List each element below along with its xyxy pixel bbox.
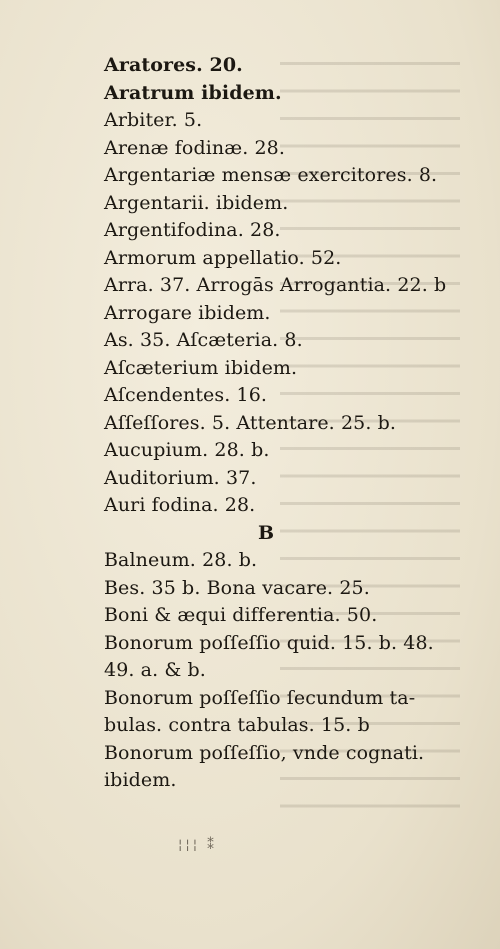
index-entry: Aſcæterium ibidem. <box>104 356 298 379</box>
index-entry: Arbiter. 5. <box>104 109 203 131</box>
index-entry: 49. a. & b. <box>104 659 206 681</box>
index-entry: Aſſeſſores. 5. Attentare. 25. b. <box>104 411 397 434</box>
section-letter: B <box>258 521 275 544</box>
index-entries <box>104 52 464 795</box>
index-entry: As. 35. Aſcæteria. 8. <box>104 329 303 351</box>
index-entry: Auri fodina. 28. <box>104 494 256 516</box>
index-entry: Arenæ fodinæ. 28. <box>104 136 285 159</box>
index-entry: Aucupium. 28. b. <box>104 439 270 461</box>
index-entry: Bonorum poſſeſſio, vnde cognati. <box>104 741 425 764</box>
index-entry: Bonorum poſſeſſio ſecundum ta- <box>104 686 416 709</box>
index-entry: ibidem. <box>104 769 177 791</box>
index-entry: Arra. 37. Arrogās Arrogantia. 22. b <box>104 274 447 296</box>
index-entry: bulas. contra tabulas. 15. b <box>104 714 370 736</box>
index-entry: Aratores. 20. <box>104 54 243 76</box>
footer-marks: ¦¦¦ ⁑ <box>178 838 217 853</box>
index-entry: Balneum. 28. b. <box>104 549 258 571</box>
index-entry: Aratrum ibidem. <box>104 81 282 104</box>
index-entry: Boni & æqui differentia. 50. <box>104 604 378 626</box>
index-entry: Auditorium. 37. <box>104 466 257 489</box>
index-entry: Argentifodina. 28. <box>104 219 281 241</box>
index-entry: Argentariæ mensæ exercitores. 8. <box>104 164 438 186</box>
index-entry: Bonorum poſſeſſio quid. 15. b. 48. <box>104 631 434 654</box>
index-entry: Bes. 35 b. Bona vacare. 25. <box>104 576 370 599</box>
index-entry: Arrogare ibidem. <box>104 301 271 324</box>
index-entry: Armorum appellatio. 52. <box>104 246 342 269</box>
index-entry: Argentarii. ibidem. <box>104 191 289 214</box>
index-entry: Aſcendentes. 16. <box>104 384 268 406</box>
